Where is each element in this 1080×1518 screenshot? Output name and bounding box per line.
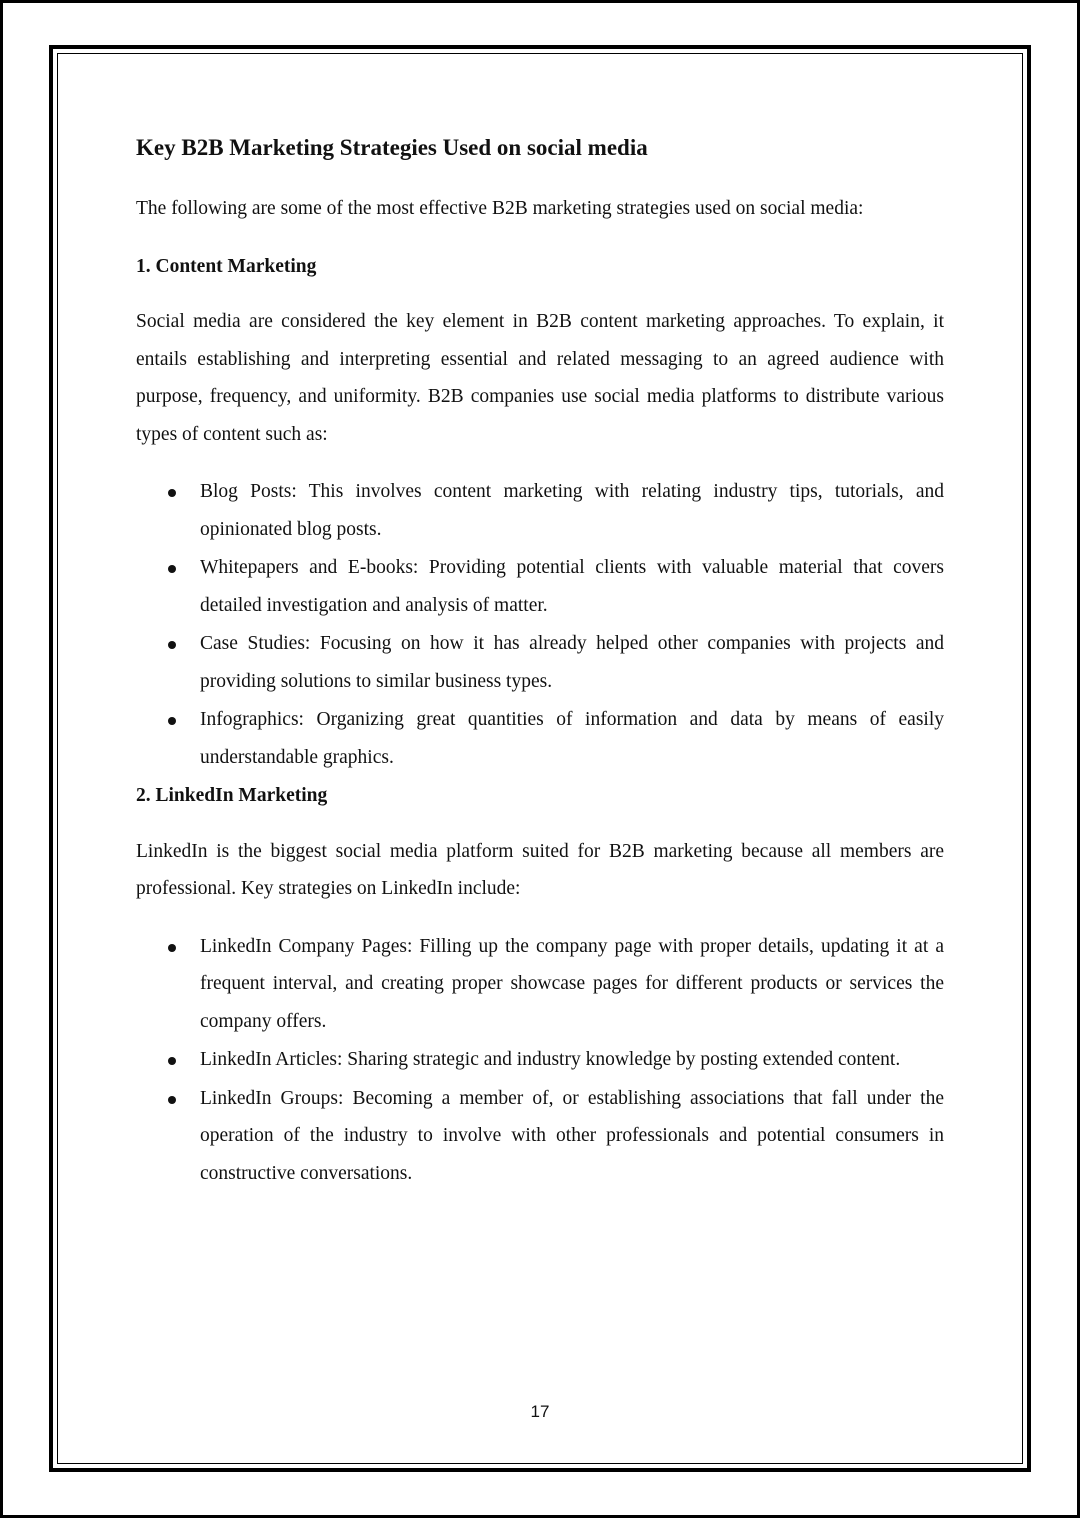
list-item (136, 928, 944, 1041)
bullet-icon (168, 641, 176, 649)
list-item-text: Blog Posts: This involves content marketing with relating industry tips, tutorials, and opinionated blog posts. (200, 481, 944, 540)
section-body-content-marketing: Social media are considered the key element in B2B content marketing approaches. To explain, it entails establishing and interpreting essential and related messaging to an agreed audience with purpose, frequency, and uniformity. B2B companies use social media platforms to distribute various types of content such as: (136, 311, 944, 445)
page-content (136, 128, 944, 1193)
bullet-icon (168, 1057, 176, 1065)
section-heading-linkedin-marketing: 2. LinkedIn Marketing (136, 785, 328, 806)
intro-paragraph: The following are some of the most effective B2B marketing strategies used on social media: (136, 198, 864, 219)
linkedin-marketing-list (136, 928, 944, 1193)
list-item (136, 625, 944, 700)
list-item (136, 473, 944, 548)
page-number: 17 (530, 1402, 550, 1421)
list-item (136, 549, 944, 624)
list-item-text: LinkedIn Company Pages: Filling up the company page with proper details, updating it at a frequent interval, and creating proper showcase pages for different products or services the company offers. (200, 935, 944, 1032)
list-item (136, 1080, 944, 1193)
bullet-icon (168, 1096, 176, 1104)
bullet-icon (168, 489, 176, 497)
list-item (136, 1041, 944, 1079)
list-item-text: Whitepapers and E-books: Providing potential clients with valuable material that covers detailed investigation and analysis of matter. (200, 557, 944, 616)
section-heading-content-marketing: 1. Content Marketing (136, 255, 317, 277)
list-item-text: Case Studies: Focusing on how it has already helped other companies with projects and providing solutions to similar business types. (200, 633, 944, 692)
list-item-text: LinkedIn Groups: Becoming a member of, or establishing associations that fall under the operation of the industry to involve with other professionals and potential consumers in constructive conversations. (200, 1087, 944, 1184)
list-item (136, 701, 944, 776)
bullet-icon (168, 944, 176, 952)
list-item-text: LinkedIn Articles: Sharing strategic and industry knowledge by posting extended content. (200, 1049, 901, 1070)
list-item-text: Infographics: Organizing great quantities of information and data by means of easily understandable graphics. (200, 709, 944, 768)
bullet-icon (168, 717, 176, 725)
section-body-linkedin-marketing: LinkedIn is the biggest social media platform suited for B2B marketing because all members are professional. Key strategies on LinkedIn include: (136, 840, 944, 899)
content-marketing-list (136, 473, 944, 776)
page-title: Key B2B Marketing Strategies Used on social media (136, 135, 648, 160)
bullet-icon (168, 565, 176, 573)
